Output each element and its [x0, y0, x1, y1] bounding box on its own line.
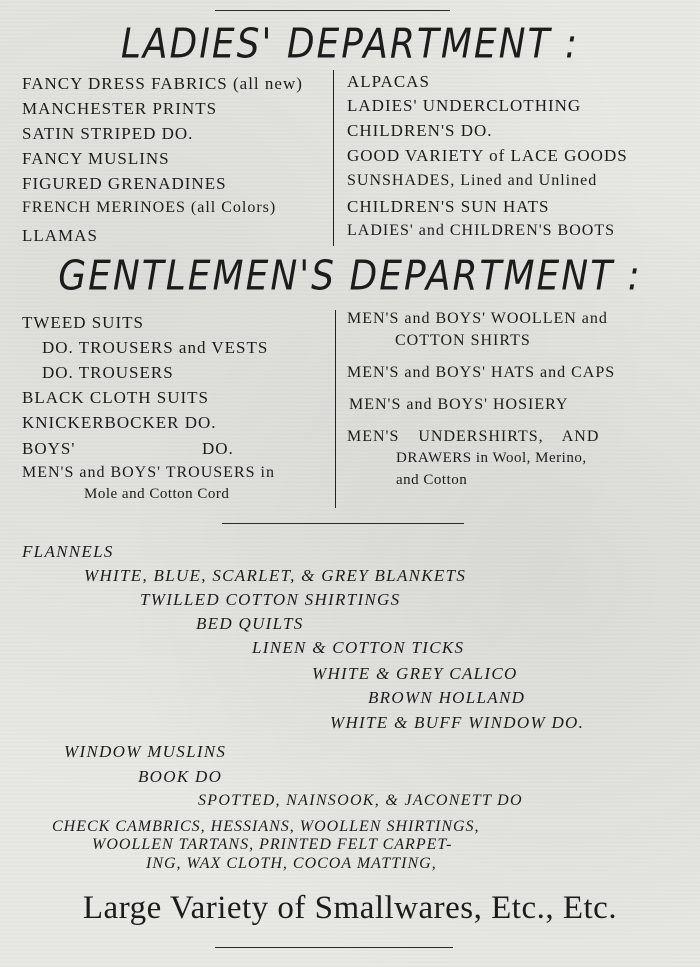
ladies-right-item: LADIES' UNDERCLOTHING	[347, 96, 582, 115]
gentlemen-left-item: DO. TROUSERS and VESTS	[42, 338, 269, 357]
ladies-left-item: LLAMAS	[22, 226, 98, 245]
goods-line: WHITE, BLUE, SCARLET, & GREY BLANKETS	[84, 566, 467, 585]
gentlemen-left-item: DO.	[202, 439, 234, 458]
ladies-right-item: ALPACAS	[347, 72, 430, 91]
ladies-right-item: CHILDREN'S DO.	[347, 121, 493, 140]
ladies-column-divider	[333, 70, 334, 246]
gentlemen-left-item: BLACK CLOTH SUITS	[22, 388, 210, 407]
goods-line: WINDOW MUSLINS	[64, 742, 227, 761]
goods-line: WHITE & BUFF WINDOW DO.	[330, 713, 585, 732]
goods-line: SPOTTED, NAINSOOK, & JACONETT DO	[198, 792, 523, 809]
ladies-left-item: MANCHESTER PRINTS	[22, 99, 218, 118]
ladies-left-item: FANCY MUSLINS	[22, 149, 170, 168]
bottom-rule	[215, 947, 453, 948]
smallwares-footer: Large Variety of Smallwares, Etc., Etc.	[82, 890, 618, 926]
ladies-left-item: FIGURED GRENADINES	[22, 174, 227, 193]
gentlemen-right-item: DRAWERS in Wool, Merino,	[396, 450, 587, 466]
gentlemen-left-item: TWEED SUITS	[22, 313, 144, 332]
gentlemen-right-item: and Cotton	[396, 472, 468, 488]
ladies-left-item: SATIN STRIPED DO.	[22, 124, 194, 143]
top-rule	[215, 10, 450, 11]
goods-line: CHECK CAMBRICS, HESSIANS, WOOLLEN SHIRTINGS,	[52, 818, 480, 835]
ladies-left-item: FRENCH MERINOES (all Colors)	[22, 199, 277, 216]
ladies-right-item: GOOD VARIETY of LACE GOODS	[347, 146, 628, 165]
ladies-right-item: SUNSHADES, Lined and Unlined	[347, 172, 598, 189]
gentlemen-left-item: MEN'S and BOYS' TROUSERS in	[22, 464, 275, 481]
goods-line: WOOLLEN TARTANS, PRINTED FELT CARPET-	[92, 836, 453, 853]
gentlemen-left-item: Mole and Cotton Cord	[84, 486, 230, 502]
goods-line: WHITE & GREY CALICO	[312, 664, 518, 683]
gentlemen-column-divider	[335, 310, 336, 508]
goods-line: BED QUILTS	[196, 614, 304, 633]
ladies-right-item: LADIES' and CHILDREN'S BOOTS	[347, 222, 615, 239]
gentlemen-right-item: MEN'S and BOYS' WOOLLEN and	[347, 310, 608, 327]
goods-line: FLANNELS	[22, 542, 114, 561]
goods-line: BOOK DO	[138, 767, 223, 786]
middle-rule	[222, 523, 464, 524]
gentlemen-heading: GENTLEMEN'S DEPARTMENT :	[58, 252, 642, 301]
goods-line: ING, WAX CLOTH, COCOA MATTING,	[146, 855, 437, 872]
ladies-left-item: FANCY DRESS FABRICS (all new)	[22, 74, 303, 93]
ladies-right-item: CHILDREN'S SUN HATS	[347, 197, 550, 216]
gentlemen-right-item: COTTON SHIRTS	[395, 332, 531, 349]
gentlemen-left-item: BOYS'	[22, 439, 76, 458]
goods-line: LINEN & COTTON TICKS	[252, 638, 465, 657]
gentlemen-left-item: DO. TROUSERS	[42, 363, 174, 382]
gentlemen-right-item: MEN'S and BOYS' HATS and CAPS	[347, 364, 616, 381]
ladies-heading: LADIES' DEPARTMENT :	[120, 20, 580, 69]
goods-line: TWILLED COTTON SHIRTINGS	[140, 590, 401, 609]
gentlemen-right-item: MEN'S and BOYS' HOSIERY	[349, 396, 569, 413]
gentlemen-right-item: MEN'S UNDERSHIRTS, AND	[347, 428, 600, 445]
gentlemen-left-item: KNICKERBOCKER DO.	[22, 413, 217, 432]
goods-line: BROWN HOLLAND	[368, 688, 526, 707]
